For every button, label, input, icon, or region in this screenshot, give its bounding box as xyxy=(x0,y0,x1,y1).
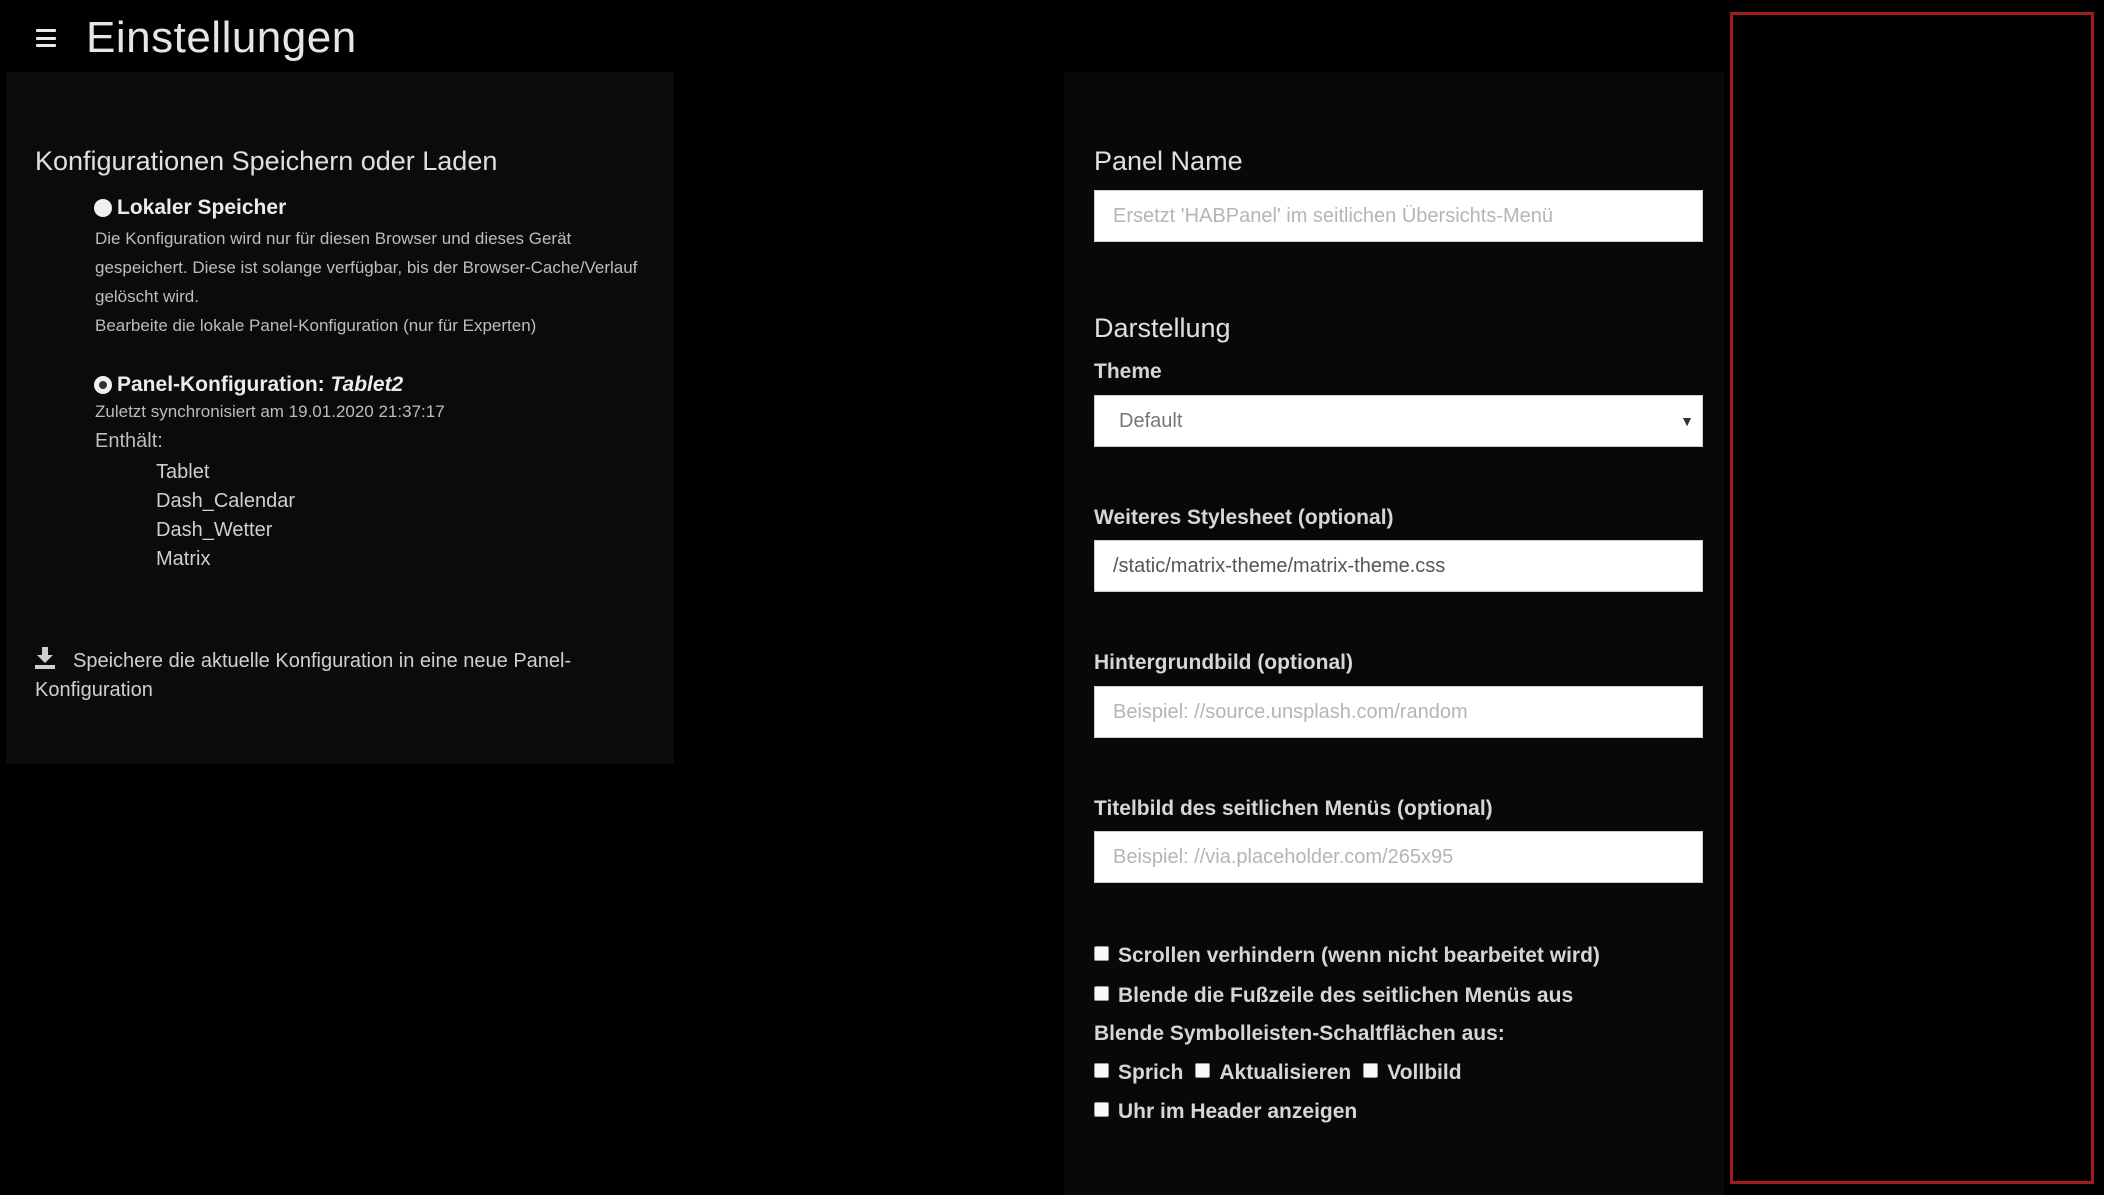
stylesheet-label: Weiteres Stylesheet (optional) xyxy=(1094,506,1394,529)
panel-config-option[interactable] xyxy=(94,373,403,397)
local-storage-description xyxy=(95,224,665,340)
show-clock-label: Uhr im Header anzeigen xyxy=(1118,1100,1358,1123)
dashboard-item: Matrix xyxy=(156,548,211,570)
dashboard-item: Dash_Calendar xyxy=(156,490,295,512)
panel-name-heading: Panel Name xyxy=(1094,146,1243,176)
settings-panel xyxy=(1064,72,1724,1195)
appearance-heading: Darstellung xyxy=(1094,313,1231,343)
description-line: gespeichert. Diese ist solange verfügbar, bis der Browser-Cache/Verlauf xyxy=(95,258,638,277)
local-storage-option[interactable] xyxy=(94,196,286,220)
dashboard-item: Dash_Wetter xyxy=(156,519,273,541)
storage-panel xyxy=(6,72,674,764)
refresh-label: Aktualisieren xyxy=(1219,1061,1352,1084)
theme-label: Theme xyxy=(1094,360,1162,383)
dashboard-list xyxy=(156,458,295,574)
menu-image-label: Titelbild des seitlichen Menüs (optional) xyxy=(1094,797,1493,820)
download-icon xyxy=(35,647,55,669)
local-storage-label: Lokaler Speicher xyxy=(117,196,287,219)
show-clock-option[interactable] xyxy=(1094,1100,1357,1124)
hide-footer-checkbox[interactable] xyxy=(1094,986,1109,1001)
panel-config-label xyxy=(117,373,403,397)
contains-label: Enthält: xyxy=(95,430,163,452)
menu-image-input[interactable] xyxy=(1094,831,1703,883)
save-new-config-link[interactable] xyxy=(35,647,615,705)
theme-selected-value: Default xyxy=(1119,409,1183,432)
fullscreen-label: Vollbild xyxy=(1387,1061,1462,1084)
edit-local-config-link[interactable]: Bearbeite die lokale Panel-Konfiguration (nur für Experten) xyxy=(95,316,537,335)
description-line: gelöscht wird. xyxy=(95,287,199,306)
speak-checkbox[interactable] xyxy=(1094,1063,1109,1078)
stylesheet-input[interactable] xyxy=(1094,540,1703,592)
background-image-input[interactable] xyxy=(1094,686,1703,738)
dashboard-item: Tablet xyxy=(156,461,210,483)
panel-config-prefix: Panel-Konfiguration: xyxy=(117,373,325,396)
highlight-frame xyxy=(1730,12,2094,1184)
hamburger-menu-icon[interactable] xyxy=(36,29,56,47)
panel-config-name: Tablet2 xyxy=(330,373,404,396)
description-line: Die Konfiguration wird nur für diesen Browser und dieses Gerät xyxy=(95,229,572,248)
page-title: Einstellungen xyxy=(86,13,357,62)
hide-footer-option[interactable] xyxy=(1094,984,1573,1008)
show-clock-checkbox[interactable] xyxy=(1094,1102,1109,1117)
background-image-label: Hintergrundbild (optional) xyxy=(1094,651,1353,674)
save-link-text: Speichere die aktuelle Konfiguration in eine neue Panel- xyxy=(73,650,572,672)
dropdown-arrow-icon: ▼ xyxy=(1680,413,1694,429)
page-header xyxy=(36,8,357,68)
fullscreen-checkbox[interactable] xyxy=(1363,1063,1378,1078)
refresh-option[interactable] xyxy=(1195,1061,1351,1085)
save-link-text: Konfiguration xyxy=(35,679,153,701)
hide-footer-label: Blende die Fußzeile des seitlichen Menüs aus xyxy=(1118,984,1574,1007)
fullscreen-option[interactable] xyxy=(1363,1061,1461,1085)
theme-select[interactable] xyxy=(1094,395,1703,447)
speak-option[interactable] xyxy=(1094,1061,1183,1085)
prevent-scroll-checkbox[interactable] xyxy=(1094,946,1109,961)
storage-heading: Konfigurationen Speichern oder Laden xyxy=(35,146,498,176)
hide-toolbar-label: Blende Symbolleisten-Schaltflächen aus: xyxy=(1094,1022,1505,1045)
toolbar-buttons-options xyxy=(1094,1061,1474,1085)
refresh-checkbox[interactable] xyxy=(1195,1063,1210,1078)
sync-timestamp: Zuletzt synchronisiert am 19.01.2020 21:37:17 xyxy=(95,402,445,421)
panel-config-radio[interactable] xyxy=(94,376,112,394)
local-storage-radio[interactable] xyxy=(94,199,112,217)
speak-label: Sprich xyxy=(1118,1061,1184,1084)
prevent-scroll-option[interactable] xyxy=(1094,944,1600,968)
panel-name-input[interactable] xyxy=(1094,190,1703,242)
prevent-scroll-label: Scrollen verhindern (wenn nicht bearbeitet wird) xyxy=(1118,944,1600,967)
